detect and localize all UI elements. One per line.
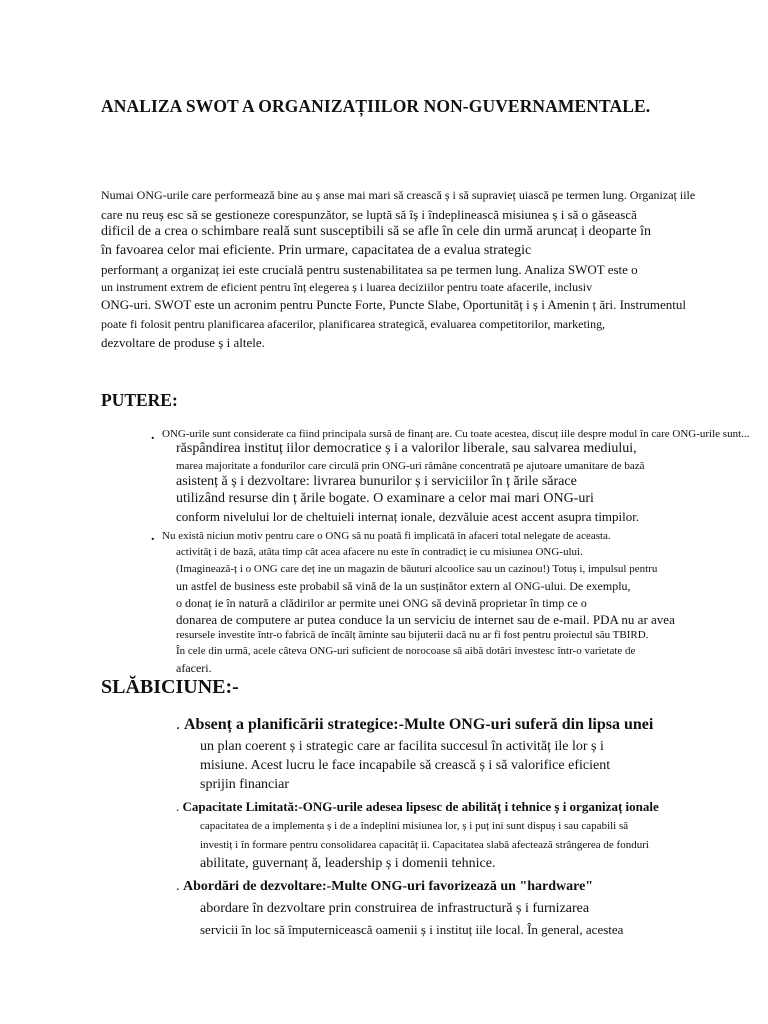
putere-bullet-1-line: răspândirea instituț iilor democratice ș i a valorilor liberale, sau salvarea mediului, xyxy=(176,441,637,456)
section-heading-slabiciune: SLĂBICIUNE:- xyxy=(101,676,239,698)
slabiciune-item-1-line: Absenț a planificării strategice:-Multe ONG-uri suferă din lipsa unei xyxy=(184,716,654,733)
slabiciune-item-3-line: Abordări de dezvoltare:-Multe ONG-uri favorizează un "hardware" xyxy=(183,879,594,894)
putere-bullet-2-line: resursele investite într-o fabrică de încălț ăminte sau bijuterii dacă nu ar fi fost pentru proiectul său TBIRD. xyxy=(176,629,649,641)
putere-bullet-2-line: donarea de computere ar putea conduce la un serviciu de internet sau de e-mail. PDA nu ar avea xyxy=(176,612,675,627)
slabiciune-item-2-line: abilitate, guvernanț ă, leadership ș i domenii tehnice. xyxy=(200,856,496,871)
item-prefix: . xyxy=(176,879,180,894)
slabiciune-item-1-line: sprijin financiar xyxy=(200,777,290,792)
slabiciune-item-1-line: misiune. Acest lucru le face incapabile să crească ș i să valorifice eficient xyxy=(200,758,611,773)
intro-line: poate fi folosit pentru planificarea afacerilor, planificarea strategică, evaluarea competitorilor, marketing, xyxy=(101,317,606,331)
section-heading-putere: PUTERE: xyxy=(101,390,178,410)
bullet-marker: . xyxy=(151,428,155,443)
putere-bullet-2-line: afaceri. xyxy=(176,661,212,675)
putere-bullet-1-line: utilizând resurse din ț ările bogate. O examinare a celor mai mari ONG-uri xyxy=(176,491,594,506)
putere-bullet-2-line: (Imaginează-ț i o ONG care deț ine un magazin de băuturi alcoolice sau un cazinou!) Totuș i, impulsul pentru xyxy=(176,563,658,575)
putere-bullet-1-line: ONG-urile sunt considerate ca fiind principala sursă de finanț are. Cu toate acestea, discuț iile despre modul în care ONG-urile sunt... xyxy=(162,428,750,440)
bullet-marker: . xyxy=(151,529,155,544)
putere-bullet-1-line: conform nivelului lor de cheltuieli internaț ionale, dezvăluie acest accent asupra timpilor. xyxy=(176,509,640,524)
item-prefix: . xyxy=(176,716,180,733)
intro-line: ONG-uri. SWOT este un acronim pentru Puncte Forte, Puncte Slabe, Oportunităț i ș i Amenin ț ări. Instrumentul xyxy=(101,297,687,312)
putere-bullet-1-line: asistenț ă ș i dezvoltare: livrarea bunurilor ș i serviciilor în ț ările sărace xyxy=(176,474,577,489)
slabiciune-item-2-line: capacitatea de a implementa ș i de a îndeplini misiunea lor, ș i puț ini sunt dispuș i sau capabili să xyxy=(200,820,629,832)
intro-line: dezvoltare de produse ș i altele. xyxy=(101,335,265,350)
intro-line: care nu reuș esc să se gestioneze corespunzător, se luptă să îș i îndeplinească misiunea ș i să o găsească xyxy=(101,207,637,222)
slabiciune-item-2-line: Capacitate Limitată:-ONG-urile adesea lipsesc de abilităț i tehnice ș i organizaț ionale xyxy=(182,799,659,814)
intro-line: în favoarea celor mai eficiente. Prin urmare, capacitatea de a evalua strategic xyxy=(101,243,532,258)
intro-line: un instrument extrem de eficient pentru înț elegerea ș i luarea deciziilor pentru toate afacerile, inclusiv xyxy=(101,280,593,294)
putere-bullet-1-line: marea majoritate a fondurilor care circulă prin ONG-uri rămâne concentrată pe ajutoare umanitare de bază xyxy=(176,460,645,472)
slabiciune-item-3-line: abordare în dezvoltare prin construirea de infrastructură ș i furnizarea xyxy=(200,901,590,916)
slabiciune-item-2-first-line xyxy=(176,799,659,815)
slabiciune-item-1-first-line xyxy=(176,716,653,734)
intro-line: dificil de a crea o schimbare reală sunt susceptibili să se afle în cele din urmă aruncaț i deoparte în xyxy=(101,224,652,239)
slabiciune-item-3-first-line xyxy=(176,879,593,895)
putere-bullet-2-line: În cele din urmă, acele câteva ONG-uri suficient de norocoase să aibă dotări investesc într-o varietate de xyxy=(176,645,636,657)
putere-bullet-2-line: activităț i de bază, atâta timp cât acea afacere nu este în contradicț ie cu misiunea ONG-ului. xyxy=(176,546,583,558)
document-title: ANALIZA SWOT A ORGANIZAȚIILOR NON-GUVERNAMENTALE. xyxy=(101,96,651,116)
intro-line: Numai ONG-urile care performează bine au ș anse mai mari să crească ș i să supravieț uiască pe termen lung. Organizaț iile xyxy=(101,188,696,202)
slabiciune-item-3-line: servicii în loc să împuternicească oamenii ș i instituț iile local. În general, acestea xyxy=(200,922,624,937)
putere-bullet-2-line: un astfel de business este probabil să vină de la un susținător extern al ONG-ului. De exemplu, xyxy=(176,579,631,593)
putere-bullet-2-line: o donaț ie în natură a clădirilor ar permite unei ONG să devină proprietar în timp ce o xyxy=(176,596,587,610)
intro-line: performanț a organizaț iei este crucială pentru sustenabilitatea sa pe termen lung. Analiza SWOT este o xyxy=(101,262,638,277)
item-prefix: . xyxy=(176,799,180,814)
slabiciune-item-1-line: un plan coerent ș i strategic care ar facilita succesul în activităț ile lor ș i xyxy=(200,739,604,754)
putere-bullet-2-line: Nu există niciun motiv pentru care o ONG să nu poată fi implicată în afaceri total nelegate de aceasta. xyxy=(162,530,611,542)
slabiciune-item-2-line: investiț i în formare pentru consolidarea capacităț ii. Capacitatea slabă afectează strângerea de fonduri xyxy=(200,839,649,851)
